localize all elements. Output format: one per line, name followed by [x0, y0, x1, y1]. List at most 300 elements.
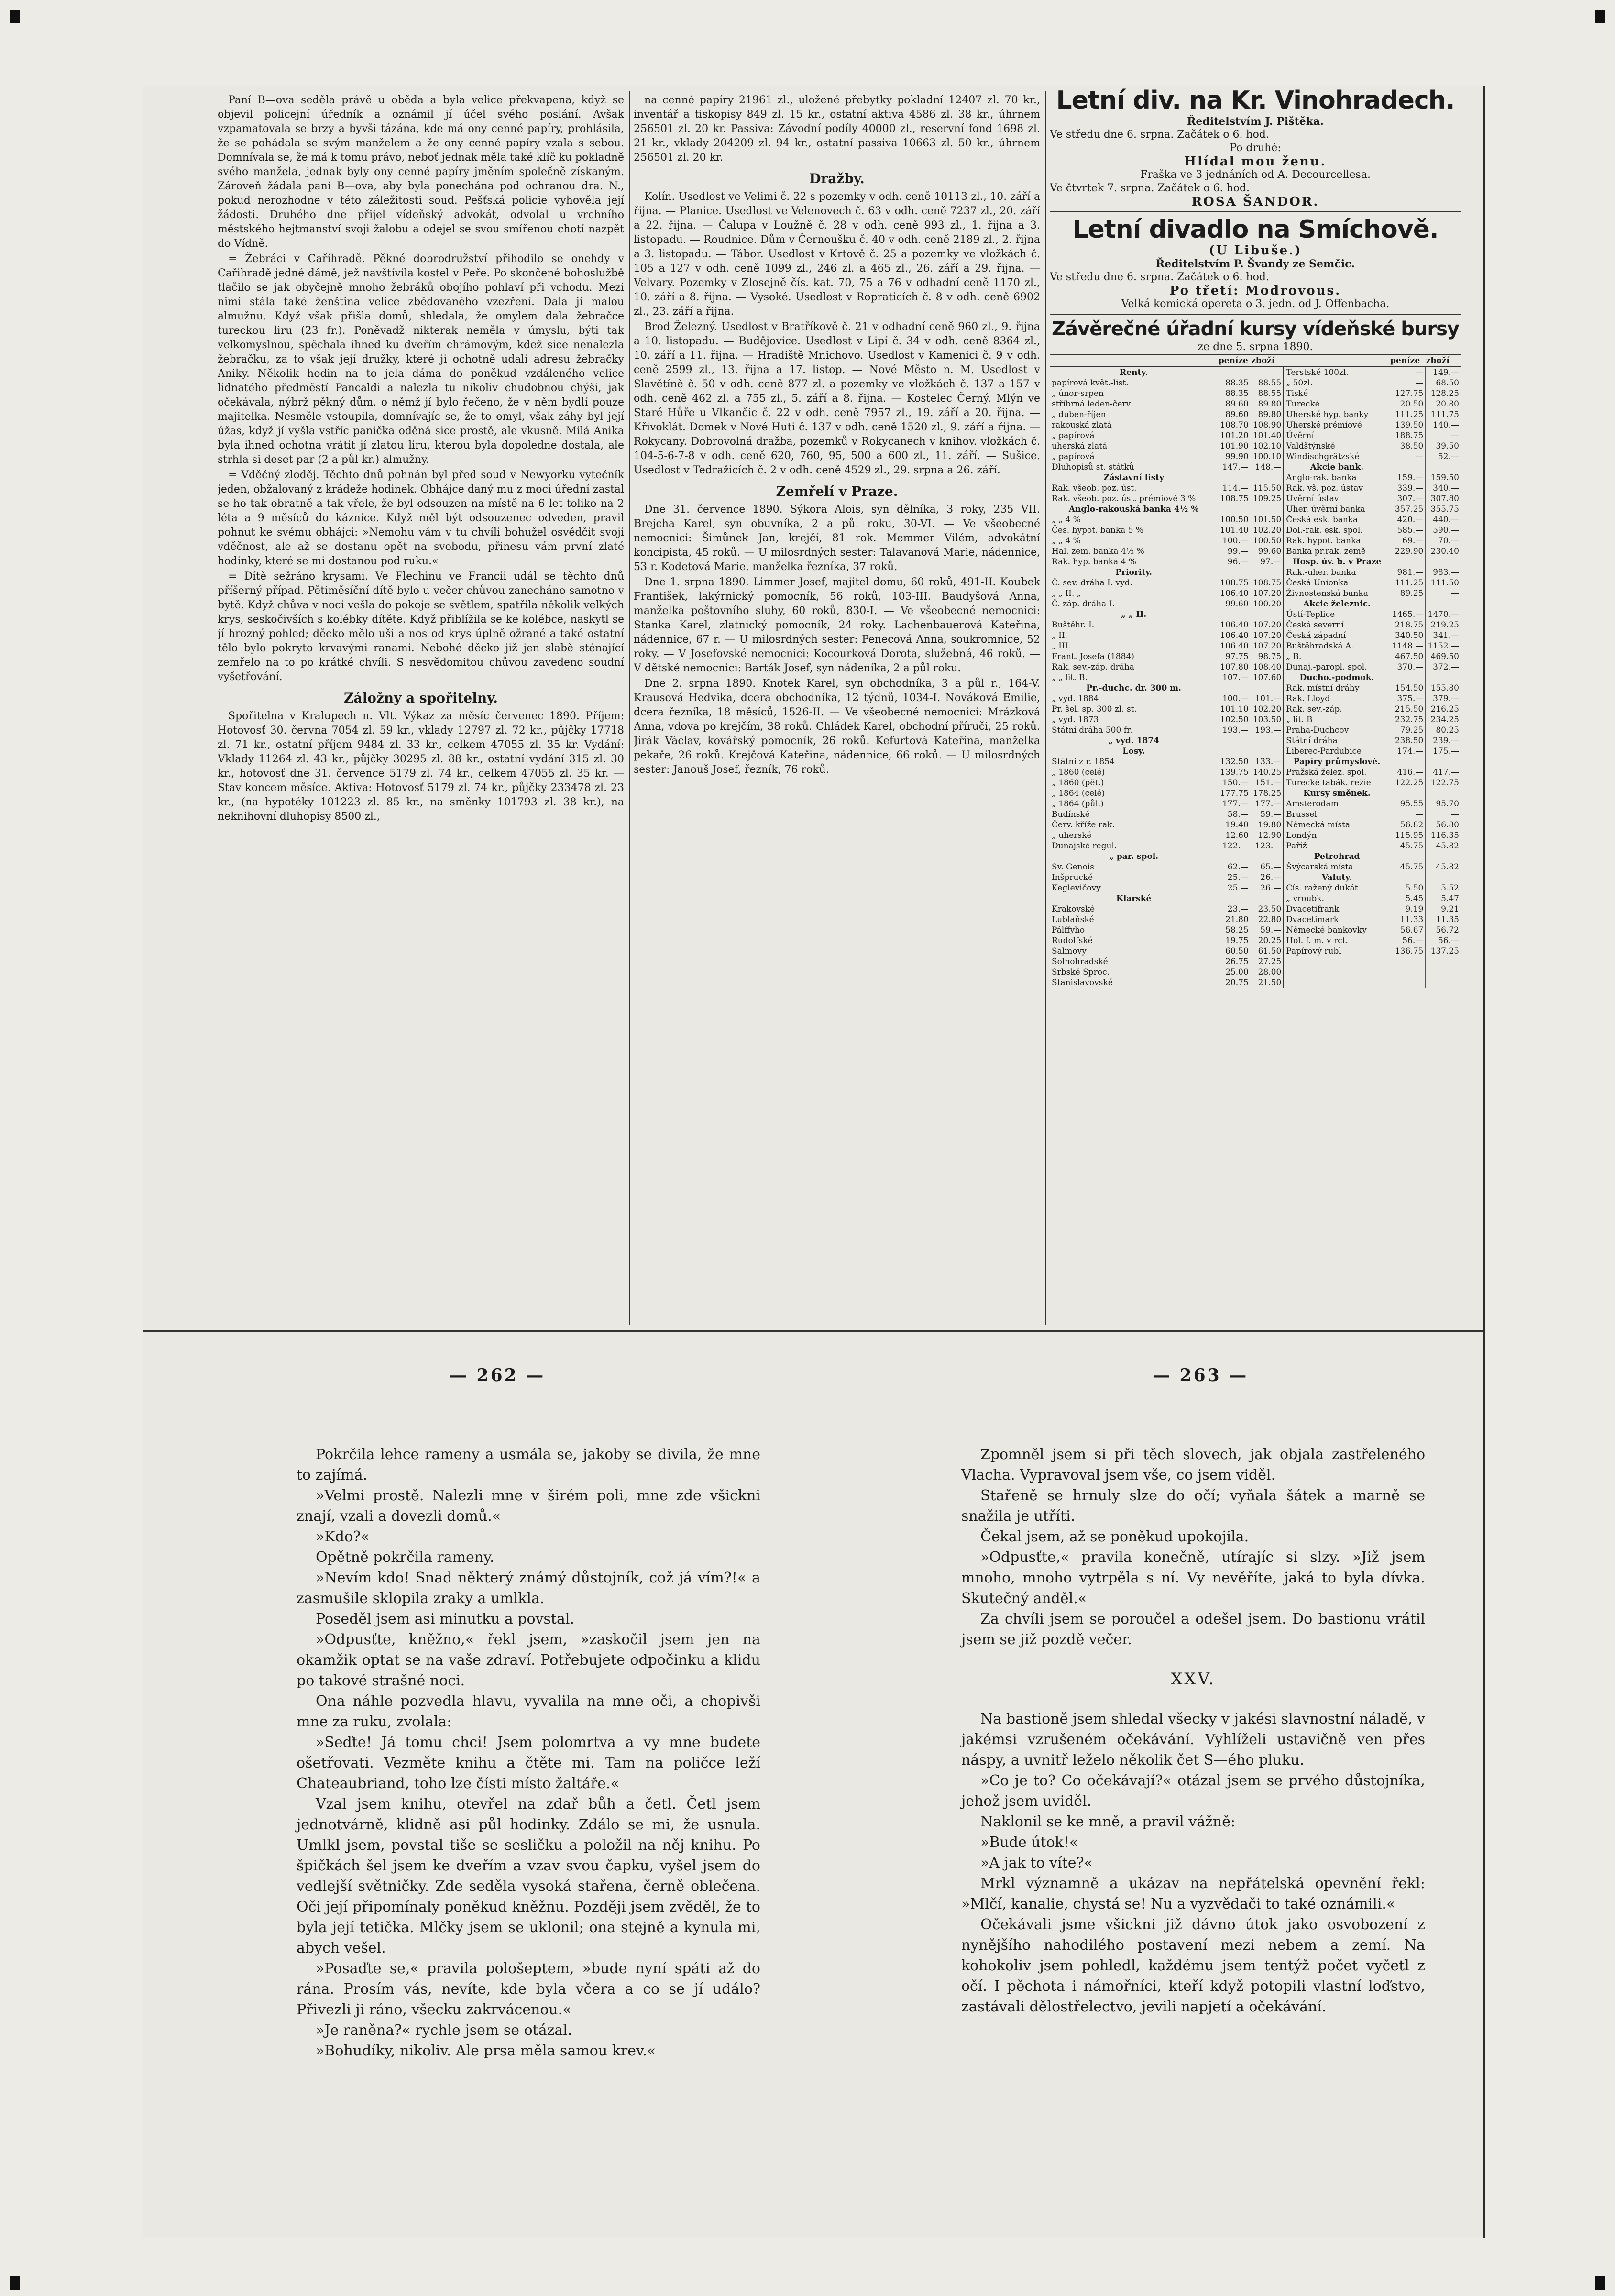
bourse-value: 100.50	[1251, 536, 1284, 546]
bourse-item: „ 1864 (celé)	[1052, 789, 1105, 798]
bourse-value: 109.25	[1251, 494, 1284, 504]
book-page-left	[297, 1444, 760, 2219]
bourse-item: „ „ 4 %	[1052, 536, 1081, 546]
book-paragraph: Opětně pokrčila rameny.	[316, 1549, 494, 1566]
bourse-value: 340.50	[1390, 630, 1426, 641]
bourse-item: Úvěrní ústav	[1284, 494, 1390, 504]
book-paragraph: »Odpusťte, kněžno,« řekl jsem, »zaskočil jsem jen na okamžik optat se na vaše zdraví. Potřebujete odpočinku a klidu po takové strašné noci.	[297, 1631, 760, 1689]
bourse-empty	[1284, 978, 1390, 988]
book-paragraph: Naklonil se ke mně, a pravil vážně:	[980, 1813, 1236, 1830]
bourse-value	[1251, 367, 1284, 378]
bourse-value	[1390, 788, 1426, 799]
bourse-item: Rak. hyp. banka 4 %	[1052, 557, 1136, 567]
bourse-value: —	[1390, 809, 1426, 820]
bourse-item: Srbské Sproc.	[1052, 967, 1110, 977]
bourse-value: 88.55	[1251, 388, 1284, 399]
bourse-item: Rak.-uher. banka	[1284, 567, 1390, 578]
bourse-value: 88.35	[1218, 388, 1251, 399]
bourse-value: 229.90	[1390, 546, 1426, 557]
bourse-value: 238.50	[1390, 736, 1426, 746]
bourse-value: —	[1426, 809, 1461, 820]
book-paragraph: Stařeně se hrnuly slze do očí; vyňala šátek a marně se snažila je utříti.	[961, 1487, 1425, 1525]
bourse-item: Valdštýnské	[1284, 441, 1390, 451]
bourse-item: „ vyd. 1873	[1052, 715, 1099, 725]
bourse-value: 232.75	[1390, 714, 1426, 725]
bourse-item: stříbrná leden-červ.	[1052, 399, 1132, 409]
bourse-value: 60.50	[1218, 946, 1251, 956]
bourse-value: 1470.—	[1426, 609, 1461, 620]
bourse-value: 106.40	[1218, 630, 1251, 641]
bourse-value: 100.—	[1218, 693, 1251, 704]
article-paragraph: na cenné papíry 21961 zl., uložené přebytky pokladní 12407 zl. 70 kr., inventář a tiskopisy 849 zl. 15 kr., ostatní aktiva 4586 zl. 38 kr., úhrnem 256501 zl. 20 kr. Passiva: Závodní podíly 40000 zl., reservní fond 1698 zl. 21 kr., vklady 204209 zl. 94 kr., ostatní passiva 10663 zl. 50 kr., úhrnem 256501 zl. 20 kr.	[634, 94, 1040, 164]
bourse-value	[1218, 472, 1251, 483]
bourse-item: Úvěrní	[1284, 430, 1390, 441]
bourse-value: 981.—	[1390, 567, 1426, 578]
bourse-item: Česká esk. banka	[1284, 515, 1390, 525]
bourse-item: Cís. ražený dukát	[1284, 883, 1390, 893]
book-paragraph: »Odpusťte,« pravila konečně, utírajíc si slzy. »Již jsem mnoho, mnoho vytrpěla s ní. Vy nevěříte, jaká to byla dívka. Skutečný anděl.«	[961, 1549, 1425, 1607]
bourse-empty	[1426, 978, 1461, 988]
bourse-item: „ vyd. 1874	[1108, 736, 1159, 746]
bourse-value: 140.25	[1251, 767, 1284, 778]
bourse-value: 150.—	[1218, 778, 1251, 788]
bourse-item: Státní dráha 500 fr.	[1052, 725, 1132, 735]
theatre-line: (U Libuše.)	[1209, 243, 1302, 258]
bourse-item: „ B.	[1284, 651, 1390, 662]
bourse-item: Dunaj.-paropl. spol.	[1284, 662, 1390, 672]
corner-mark-bottom-right	[1595, 2276, 1605, 2290]
bourse-value: 307.80	[1426, 494, 1461, 504]
bourse-empty	[1426, 956, 1461, 967]
bourse-item: Ducho.-podmok.	[1284, 672, 1390, 683]
bourse-row	[1050, 757, 1461, 767]
bourse-value	[1218, 367, 1251, 378]
bourse-value: 417.—	[1426, 767, 1461, 778]
bourse-value: 230.40	[1426, 546, 1461, 557]
bourse-value: 108.40	[1251, 662, 1284, 672]
bourse-row	[1050, 525, 1461, 536]
bourse-row	[1050, 567, 1461, 578]
bourse-item: Terstské 100zl.	[1284, 367, 1390, 378]
bourse-value: 139.50	[1390, 420, 1426, 430]
bourse-value: 56.82	[1390, 820, 1426, 830]
bourse-value: 106.40	[1218, 620, 1251, 630]
bourse-value	[1218, 567, 1251, 578]
bourse-value: 97.—	[1251, 557, 1284, 567]
bourse-row	[1050, 693, 1461, 704]
bourse-empty	[1284, 967, 1390, 978]
bourse-row	[1050, 515, 1461, 525]
bourse-value: 23.—	[1218, 904, 1251, 914]
bourse-value	[1426, 599, 1461, 609]
bourse-item: Pr. šel. sp. 300 zl. st.	[1052, 704, 1137, 714]
bourse-value	[1251, 736, 1284, 746]
bourse-value: 58.25	[1218, 925, 1251, 935]
bourse-value: 177.—	[1251, 799, 1284, 809]
book-paragraph: »Kdo?«	[316, 1528, 370, 1545]
bourse-value: 307.—	[1390, 494, 1426, 504]
bourse-item: Liberec-Pardubice	[1284, 746, 1390, 757]
bourse-row	[1050, 778, 1461, 788]
bourse-value: 139.75	[1218, 767, 1251, 778]
bourse-row	[1050, 799, 1461, 809]
article-paragraph: = Dítě sežráno krysami. Ve Flechinu ve Francii udál se těchto dnů příšerný případ. Pětiměsíční dítě bylo u večer chůvou zanecháno samotno v bytě. Když chůva v noci vešla do pokoje se světlem, spatřila několik velkých krys, seskočivších s kolébky dítěte. Když přiblížila se ke kolébce, naskytl se jí hrozný pohled; děcko mělo uši a nos od krys úplně ožrané a také ostatní tělo bylo pokryto krvavými ranami. Nebohé děcko již jen slabě sténající zemřelo na to po krátké chvíli. S nesvědomitou chůvou zavedeno soudní vyšetřování.	[218, 571, 624, 683]
bourse-value: 128.25	[1426, 388, 1461, 399]
bourse-value: 58.—	[1218, 809, 1251, 820]
bourse-value	[1218, 504, 1251, 515]
bourse-item: Paříž	[1284, 841, 1390, 851]
bourse-row	[1050, 830, 1461, 841]
bourse-value: 107.20	[1251, 588, 1284, 599]
book-paragraph: Vzal jsem knihu, otevřel na zdař bůh a četl. Četl jsem jednotvárně, klidně asi půl hodinky. Zdálo se mi, že usnula. Umlkl jsem, povstal tiše se sesličku a položil na něj knihu. Po špičkách šel jsem ke dveřím a vzav svou čapku, vyšel jsem do vedlejší světničky. Zde seděla vysoká stařena, černě oblečena. Oči její připomínaly poněkud kněžnu. Později jsem zvěděl, že to byla její tetička. Mlčky jsem se uklonil; ona stejně a kynula mi, abych vešel.	[297, 1796, 760, 1956]
bourse-value: 375.—	[1390, 693, 1426, 704]
auction-paragraph: Brod Železný. Usedlost v Bratříkově č. 21 v odhadní ceně 960 zl., 9. řijna a 10. listopadu. — Budějovice. Usedlost v Lipí č. 34 v odh. ceně 8364 zl., 10. září a 11. řijna. — Hradiště Mnichovo. Usedlost v Kamenici č. 9 v odh. ceně 2599 zl., 13. řijna a 17. listop. — Nové Město n. M. Usedlost v Slavětíně č. 50 v odh. ceně 877 zl. a pozemky ve vložkách č. 137 a 157 v odh. ceně 462 zl. a 755 zl., 5. září a 8. řijna. — Kostelec Černý. Mlýn ve Staré Hůře u Vlkančic č. 22 v odh. ceně 7957 zl., 19. září a 20. řijna. — Křivoklát. Domek v Nové Huti č. 137 v odh. ceně 1520 zl., 9. září a řijna. — Rokycany. Dobrovolná dražba, pozemků v Rokycanech v knihov. vložkách č. 104-5-6-7-8 v odh. ceně 620, 760, 95, 500 a 600 zl., 11. září. — Sušice. Usedlost v Tedražicích č. 2 v odh. ceně 4529 zl., 29. srpna a 26. září.	[634, 321, 1040, 476]
play-title: Hlídal mou ženu.	[1184, 154, 1327, 169]
book-paragraph: Zpomněl jsem si při těch slovech, jak objala zastřeleného Vlacha. Vypravoval jsem vše, co jsem viděl.	[961, 1446, 1425, 1483]
theatre-line: Fraška ve 3 jednáních od A. Decourcellesa.	[1140, 169, 1371, 181]
bourse-value: 19.40	[1218, 820, 1251, 830]
bourse-item: Klarské	[1116, 894, 1152, 903]
bourse-row	[1050, 809, 1461, 820]
bourse-item: „ únor-srpen	[1052, 389, 1104, 398]
bourse-row	[1050, 862, 1461, 872]
bourse-item: Rak. hypot. banka	[1284, 536, 1390, 546]
bourse-item: Salmovy	[1052, 946, 1087, 956]
theatre-line: Ve středu dne 6. srpna. Začátek o 6. hod.	[1050, 129, 1269, 141]
bourse-value: 5.50	[1390, 883, 1426, 893]
deaths-title: Zemřelí v Praze.	[776, 483, 898, 499]
bourse-value: 88.35	[1218, 378, 1251, 388]
page-number-left: — 262 —	[450, 1365, 546, 1385]
bourse-value	[1426, 851, 1461, 862]
bourse-item: Č. záp. dráha I.	[1052, 599, 1115, 609]
bourse-value: 137.25	[1426, 946, 1461, 956]
bourse-value: —	[1390, 367, 1426, 378]
bourse-row	[1050, 746, 1461, 757]
bourse-value: 56.80	[1426, 820, 1461, 830]
bourse-value: 983.—	[1426, 567, 1461, 578]
bourse-value: 107.60	[1251, 672, 1284, 683]
bourse-value	[1251, 893, 1284, 904]
bourse-value: 107.20	[1251, 630, 1284, 641]
bourse-value: 21.50	[1251, 978, 1284, 988]
bourse-row	[1050, 609, 1461, 620]
bourse-item: Turecké	[1284, 399, 1390, 409]
book-paragraph: »Velmi prostě. Nalezli mne v širém poli, mne zde všickni znají, vzali a dovezli domů.«	[297, 1487, 760, 1525]
bourse-value: 61.50	[1251, 946, 1284, 956]
book-paragraph: »Co je to? Co očekávají?« otázal jsem se prvého důstojníka, jehož jsem uviděl.	[961, 1772, 1425, 1810]
auctions-title: Dražby.	[809, 171, 865, 187]
bourse-value: 174.—	[1390, 746, 1426, 757]
bourse-value: 11.33	[1390, 914, 1426, 925]
bourse-value: 585.—	[1390, 525, 1426, 536]
bourse-value: 88.55	[1251, 378, 1284, 388]
bourse-value	[1251, 504, 1284, 515]
bourse-item: Akcie bank.	[1284, 462, 1390, 472]
bourse-value: 215.50	[1390, 704, 1426, 714]
bourse-value	[1390, 872, 1426, 883]
bourse-item: Hol. f. m. v rct.	[1284, 935, 1390, 946]
article-paragraph: Paní B—ova seděla právě u oběda a byla velice překvapena, když se objevil policejní úředník a oznámil jí účel svého poslání. Avšak vzpamatovala se brzy a byvši tázána, kde má ony cenné papíry, prohlásila, že se pohádala se svým manželem a že ony cenné papíry vzala s sebou. Domnívala se, že má k tomu právo, neboť jednak měla také klíč ku pokladně svého manžela, jednak byly ony cenné papíry jměním společně získaným. Zároveň žádala paní B—ova, aby byla ponechána pod ochranou dra. N., pokud nerozhodne v této záležitosti soud. Pešťská policie vyhověla její žádosti. Druhého dne přijel vídeňský advokát, odvolal u vrchního městského hejtmanství svoji žalobu a odejel se svou smířenou chotí nazpět do Vídně.	[218, 94, 624, 250]
bourse-item: Sv. Genois	[1052, 862, 1095, 872]
bourse-row	[1050, 472, 1461, 483]
left-column	[218, 93, 624, 1322]
bourse-value	[1251, 567, 1284, 578]
bourse-value: 59.—	[1251, 809, 1284, 820]
bourse-item: Čes. hypot. banka 5 %	[1052, 526, 1144, 535]
bourse-row	[1050, 956, 1461, 967]
theatre-line: Velká komická opereta o 3. jedn. od J. Offenbacha.	[1121, 298, 1390, 310]
bourse-row	[1050, 893, 1461, 904]
bourse-value: 96.—	[1218, 557, 1251, 567]
bourse-empty	[1390, 967, 1426, 978]
bourse-item: Inšprucké	[1052, 873, 1093, 882]
bourse-date: ze dne 5. srpna 1890.	[1198, 341, 1313, 353]
rule	[1050, 314, 1461, 315]
bourse-value: 108.70	[1218, 420, 1251, 430]
bourse-value: 111.25	[1390, 409, 1426, 420]
bourse-row	[1050, 736, 1461, 746]
bourse-value	[1426, 757, 1461, 767]
bourse-item: „ papírová	[1052, 431, 1095, 440]
book-paragraph: Mrkl významně a ukázav na nepřátelská opevnění řekl: »Mlčí, kanalie, chystá se! Nu a vyzvědači to také oznámili.«	[961, 1875, 1425, 1912]
bourse-value: 25.—	[1218, 872, 1251, 883]
bourse-item: „ 1864 (půl.)	[1052, 799, 1104, 809]
bourse-row	[1050, 599, 1461, 609]
bourse-value: 70.—	[1426, 536, 1461, 546]
theatre-line: Ve středu dne 6. srpna. Začátek o 6. hod.	[1050, 271, 1269, 283]
bourse-item: „ duben-říjen	[1052, 410, 1106, 419]
bourse-value: 219.25	[1426, 620, 1461, 630]
bourse-item: Tiské	[1284, 388, 1390, 399]
bourse-item: „ par. spol.	[1109, 852, 1159, 861]
bourse-value: 107.20	[1251, 620, 1284, 630]
bourse-value: 9.21	[1426, 904, 1461, 914]
bourse-item: Amsterodam	[1284, 799, 1390, 809]
bourse-value: 355.75	[1426, 504, 1461, 515]
bourse-value: 370.—	[1390, 662, 1426, 672]
bourse-row	[1050, 841, 1461, 851]
bourse-value: 101.—	[1251, 693, 1284, 704]
bourse-value: 101.40	[1218, 525, 1251, 536]
bourse-value: 89.60	[1218, 409, 1251, 420]
bourse-item: Priority.	[1115, 568, 1152, 577]
bourse-value: 102.50	[1218, 714, 1251, 725]
bourse-item: Stanislavovské	[1052, 978, 1113, 988]
bourse-value	[1390, 462, 1426, 472]
bourse-value: 127.75	[1390, 388, 1426, 399]
bourse-item: „ uherské	[1052, 831, 1092, 840]
bourse-value: 20.80	[1426, 399, 1461, 409]
page-divider	[143, 1330, 1483, 1332]
bourse-row	[1050, 557, 1461, 567]
bourse-item: Praha-Duchcov	[1284, 725, 1390, 736]
bourse-item: Rudolfské	[1052, 936, 1093, 945]
bourse-value: 45.82	[1426, 862, 1461, 872]
bourse-value: 12.90	[1251, 830, 1284, 841]
bourse-item: Papírový rubl	[1284, 946, 1390, 956]
bourse-value: 108.75	[1251, 578, 1284, 588]
bourse-value: 56.72	[1426, 925, 1461, 935]
bourse-value: 106.40	[1218, 641, 1251, 651]
bourse-value: 379.—	[1426, 693, 1461, 704]
bourse-row	[1050, 588, 1461, 599]
bourse-value	[1426, 557, 1461, 567]
bourse-item: Pálffyho	[1052, 925, 1085, 935]
bourse-item: Státní dráha	[1284, 736, 1390, 746]
bourse-item: Německá místa	[1284, 820, 1390, 830]
theatre-line: Ředitelstvím J. Pištěka.	[1187, 115, 1324, 128]
bourse-value: 101.40	[1251, 430, 1284, 441]
bourse-value: 102.20	[1251, 525, 1284, 536]
bourse-item: Rak. vš. poz. ústav	[1284, 483, 1390, 494]
bourse-value: 132.50	[1218, 757, 1251, 767]
bourse-item: Valuty.	[1284, 872, 1390, 883]
bourse-item: Akcie železnic.	[1284, 599, 1390, 609]
column-divider	[629, 91, 630, 1325]
bourse-value: 65.—	[1251, 862, 1284, 872]
bourse-value: 56.67	[1390, 925, 1426, 935]
bourse-empty	[1390, 978, 1426, 988]
bourse-value	[1251, 609, 1284, 620]
bourse-value: 45.75	[1390, 862, 1426, 872]
bourse-value: 339.—	[1390, 483, 1426, 494]
bourse-value: 188.75	[1390, 430, 1426, 441]
bourse-value: 89.25	[1390, 588, 1426, 599]
bourse-item: Dvacetimark	[1284, 914, 1390, 925]
book-paragraph: »Bohudíky, nikoliv. Ale prsa měla samou krev.«	[316, 2043, 656, 2059]
bourse-value: 123.—	[1251, 841, 1284, 851]
bourse-value: 420.—	[1390, 515, 1426, 525]
bourse-value: 59.—	[1251, 925, 1284, 935]
bourse-title: Závěrečné úřadní kursy vídeňské bursy	[1052, 318, 1459, 340]
right-column	[1050, 86, 1461, 1329]
bourse-item: Dvacetifrank	[1284, 904, 1390, 914]
col-header: zboží	[1426, 354, 1461, 367]
book-paragraph: »Je raněna?« rychle jsem se otázal.	[316, 2022, 572, 2039]
bourse-value: 12.60	[1218, 830, 1251, 841]
bourse-row	[1050, 935, 1461, 946]
bourse-value: 23.50	[1251, 904, 1284, 914]
bourse-item: Renty.	[1120, 368, 1148, 377]
bourse-value	[1251, 746, 1284, 757]
bourse-item: Buštěhr. I.	[1052, 620, 1095, 630]
col-header: zboží	[1251, 354, 1284, 367]
bourse-value	[1218, 851, 1251, 862]
bourse-value: 116.35	[1426, 830, 1461, 841]
bourse-value: 1152.—	[1426, 641, 1461, 651]
bourse-value: 95.70	[1426, 799, 1461, 809]
bourse-value: 100.—	[1218, 536, 1251, 546]
bourse-value: 154.50	[1390, 683, 1426, 693]
rule	[1050, 211, 1461, 212]
bourse-row	[1050, 441, 1461, 451]
bourse-item: Švýcarská místa	[1284, 862, 1390, 872]
corner-mark-top-right	[1595, 10, 1605, 23]
bourse-value: 159.50	[1426, 472, 1461, 483]
bourse-value: 79.25	[1390, 725, 1426, 736]
bourse-value: 20.50	[1390, 399, 1426, 409]
bourse-value: 193.—	[1251, 725, 1284, 736]
bourse-value: 136.75	[1390, 946, 1426, 956]
bourse-value: 22.80	[1251, 914, 1284, 925]
bourse-value: 133.—	[1251, 757, 1284, 767]
bourse-item: „ papírová	[1052, 452, 1095, 461]
bourse-row	[1050, 904, 1461, 914]
bourse-value	[1426, 872, 1461, 883]
bourse-item: Hosp. úv. b. v Praze	[1284, 557, 1390, 567]
bourse-value: 99.60	[1218, 599, 1251, 609]
bourse-value: 97.75	[1218, 651, 1251, 662]
bourse-row	[1050, 872, 1461, 883]
death-paragraph: Dne 2. srpna 1890. Knotek Karel, syn obchodníka, 3 a půl r., 164-V. Krausová Hedvika, dcera obchodníka, 12 týdnů, 1034-I. Nováková Emilie, dcera řezníka, 18 měsíců, 1526-II. — Ve všeobecné nemocnici: Mrázková Anna, vdova po krejčím, 38 roků. Chládek Karel, obchodní příruči, 25 roků. Jirák Václav, kovářský pomocník, 26 roků. Kefurtová Kateřina, manželka pekaře, 26 roků. Krejčová Kateřina, nádennice, 66 roků. — U milosrdných sester: Janouš Josef, řezník, 76 roků.	[634, 678, 1040, 776]
bourse-item: Rak. všeob. poz. úst.	[1052, 483, 1137, 493]
bourse-value: 28.00	[1251, 967, 1284, 978]
bourse-item: Brussel	[1284, 809, 1390, 820]
bourse-item: „ „ lit. B.	[1052, 673, 1088, 682]
auction-paragraph: Kolín. Usedlost ve Velimi č. 22 s pozemky v odh. ceně 10113 zl., 10. září a řijna. — Planice. Usedlost ve Velenovech č. 63 v odh. ceně 7237 zl., 20. září a 22. řijna. — Čalupa v Loužně č. 28 v odh. ceně 993 zl., 1. řijna a 3. listopadu. — Roudnice. Dům v Černoušku č. 40 v odh. ceně 2189 zl., 2. řijna a 3. listopadu. — Tábor. Usedlost v Krtově č. 25 a pozemky ve vložkách č. 105 a 127 v odh. ceně 1099 zl., 246 zl. a 465 zl., 26. září a 29. řijna. — Velvary. Pozemky v Zlosejně čís. kat. 70, 75 a 76 v odhadní ceně 1170 zl., 10. září a 8. řijna. — Vysoké. Usedlost v Ropraticích č. 8 v odh. ceně 6902 zl., 23. září a řijna.	[634, 191, 1040, 318]
bourse-row	[1050, 409, 1461, 420]
bourse-item: Č. sev. dráha I. vyd.	[1052, 578, 1133, 588]
bourse-item: „ II.	[1052, 631, 1068, 640]
bourse-value: —	[1390, 378, 1426, 388]
bourse-value: 357.25	[1390, 504, 1426, 515]
bourse-value: 216.25	[1426, 704, 1461, 714]
bourse-item: Uherské hyp. banky	[1284, 409, 1390, 420]
bourse-row	[1050, 430, 1461, 441]
bourse-row	[1050, 536, 1461, 546]
bourse-value	[1218, 746, 1251, 757]
bourse-value: 45.75	[1390, 841, 1426, 851]
bourse-value: 5.52	[1426, 883, 1461, 893]
theatre-smichov-title: Letní divadlo na Smíchově.	[1072, 215, 1439, 244]
bourse-value: 89.80	[1251, 399, 1284, 409]
bourse-empty	[1390, 956, 1426, 967]
bourse-item: Rak. sev.-záp. dráha	[1052, 662, 1134, 672]
bourse-value: 111.50	[1426, 578, 1461, 588]
bourse-row	[1050, 883, 1461, 893]
bourse-value: 340.—	[1426, 483, 1461, 494]
bourse-value: 99.90	[1218, 451, 1251, 462]
bourse-row	[1050, 578, 1461, 588]
bourse-value: 372.—	[1426, 662, 1461, 672]
bourse-item: Keglevičovy	[1052, 883, 1101, 893]
bourse-item: „ „ II.	[1121, 610, 1147, 619]
bourse-value: —	[1426, 430, 1461, 441]
bourse-value: 101.10	[1218, 704, 1251, 714]
book-paragraph: »A jak to víte?«	[980, 1855, 1093, 1871]
bourse-value: 159.—	[1390, 472, 1426, 483]
bourse-value: 115.95	[1390, 830, 1426, 841]
bourse-row	[1050, 494, 1461, 504]
bourse-item: „ 50zl.	[1284, 378, 1390, 388]
theatre-line: Ve čtvrtek 7. srpna. Začátek o 6. hod.	[1050, 182, 1250, 194]
bourse-value: 89.60	[1218, 399, 1251, 409]
bourse-value	[1426, 672, 1461, 683]
bourse-item: Hal. zem. banka 4½ %	[1052, 547, 1144, 556]
bourse-value: 122.75	[1426, 778, 1461, 788]
bourse-value: 177.75	[1218, 788, 1251, 799]
bourse-value: 108.90	[1251, 420, 1284, 430]
bourse-value: 175.—	[1426, 746, 1461, 757]
bourse-value: 107.20	[1251, 641, 1284, 651]
bourse-value: 100.10	[1251, 451, 1284, 462]
bourse-value: 106.40	[1218, 588, 1251, 599]
bourse-row	[1050, 946, 1461, 956]
bourse-value: 239.—	[1426, 736, 1461, 746]
bourse-row	[1050, 672, 1461, 683]
bourse-row	[1050, 367, 1461, 378]
